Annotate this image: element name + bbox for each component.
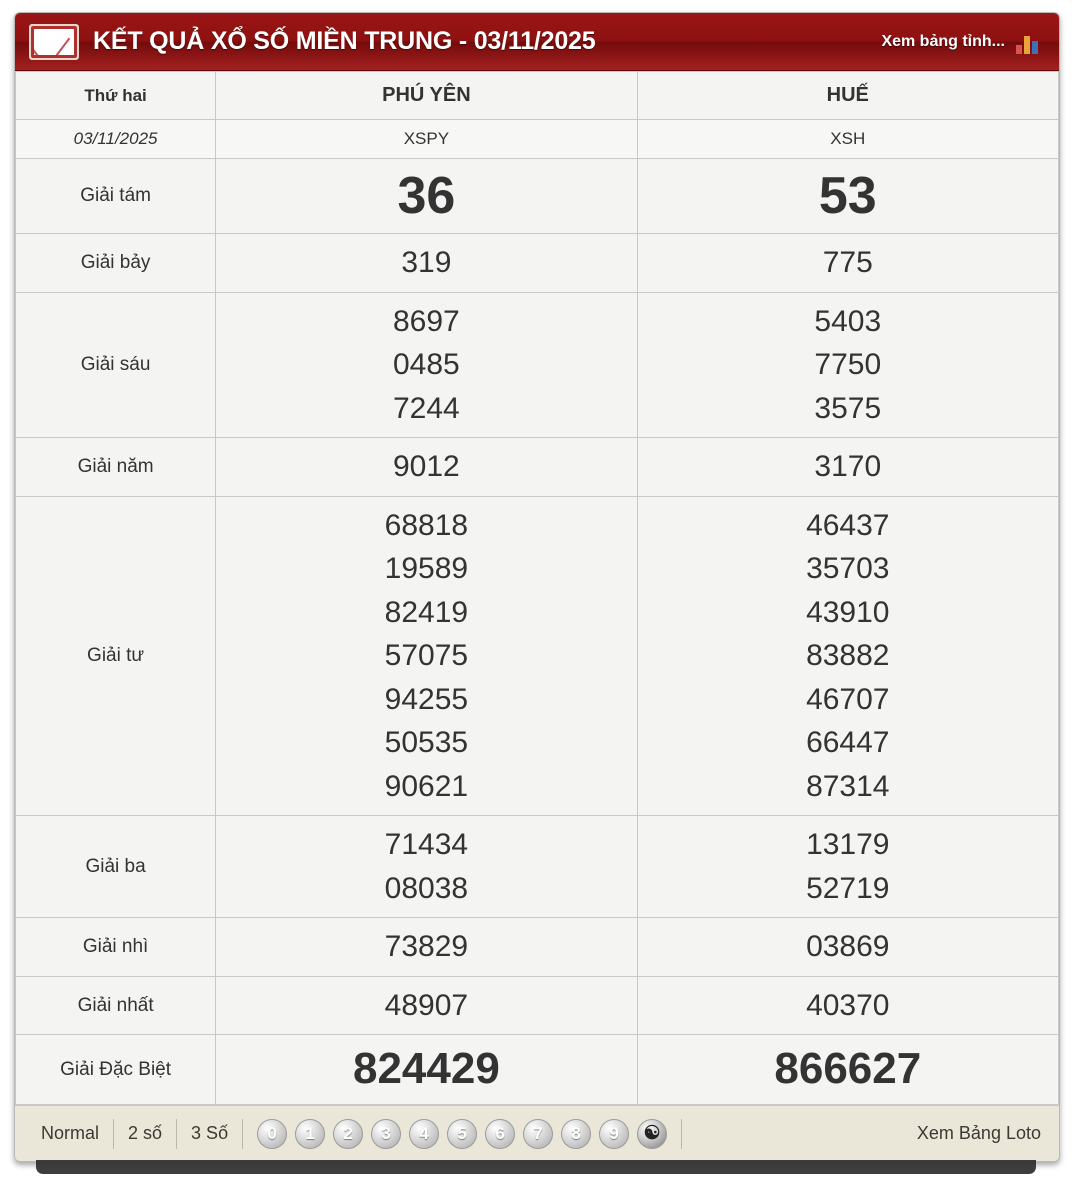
prize-value-7-1: 40370: [637, 976, 1058, 1035]
prize-value-7-0: 48907: [216, 976, 637, 1035]
prize-value-0-1: 53: [637, 159, 1058, 234]
view-loto-table-button[interactable]: Xem Bảng Loto: [916, 1123, 1041, 1144]
prize-value-8-1: 866627: [637, 1035, 1058, 1105]
prize-value-6-0: 73829: [216, 918, 637, 977]
digit-ball-8[interactable]: 8: [561, 1119, 591, 1149]
prize-value-8-0: 824429: [216, 1035, 637, 1105]
mode-3-digit-button[interactable]: 3 Số: [191, 1123, 229, 1144]
digit-ball-4[interactable]: 4: [409, 1119, 439, 1149]
province-name-0[interactable]: PHÚ YÊN: [216, 72, 637, 120]
prize-value-3-0: 9012: [216, 438, 637, 497]
prize-label-2: Giải sáu: [16, 292, 216, 438]
prize-value-1-1: 775: [637, 234, 1058, 293]
prize-label-1: Giải bảy: [16, 234, 216, 293]
prize-value-4-0: 68818 19589 82419 57075 94255 50535 90621: [216, 496, 637, 816]
table-row: [16, 1035, 1059, 1105]
prize-label-3: Giải năm: [16, 438, 216, 497]
prize-value-6-1: 03869: [637, 918, 1058, 977]
draw-date: 03/11/2025: [16, 120, 216, 159]
table-row: [16, 816, 1059, 918]
digit-ball-2[interactable]: 2: [333, 1119, 363, 1149]
prize-value-1-0: 319: [216, 234, 637, 293]
prize-value-5-1: 13179 52719: [637, 816, 1058, 918]
table-row: [16, 918, 1059, 977]
prize-label-5: Giải ba: [16, 816, 216, 918]
prize-label-6: Giải nhì: [16, 918, 216, 977]
header-right-group: [881, 30, 1049, 54]
prize-label-8: Giải Đặc Biệt: [16, 1035, 216, 1105]
digit-ball-1[interactable]: 1: [295, 1119, 325, 1149]
province-name-1[interactable]: HUẾ: [637, 72, 1058, 120]
digit-ball-6[interactable]: 6: [485, 1119, 515, 1149]
prize-value-5-0: 71434 08038: [216, 816, 637, 918]
divider: [681, 1119, 682, 1149]
day-label: Thứ hai: [16, 72, 216, 120]
table-header-row: [16, 72, 1059, 120]
page-title: KẾT QUẢ XỔ SỐ MIỀN TRUNG - 03/11/2025: [93, 27, 596, 55]
yin-yang-icon[interactable]: ☯: [637, 1119, 667, 1149]
table-row: [16, 976, 1059, 1035]
digit-ball-5[interactable]: 5: [447, 1119, 477, 1149]
prize-label-0: Giải tám: [16, 159, 216, 234]
province-code-0: XSPY: [216, 120, 637, 159]
table-row: [16, 159, 1059, 234]
table-subheader-row: [16, 120, 1059, 159]
digit-ball-9[interactable]: 9: [599, 1119, 629, 1149]
prize-value-3-1: 3170: [637, 438, 1058, 497]
digit-ball-7[interactable]: 7: [523, 1119, 553, 1149]
mode-normal-button[interactable]: Normal: [41, 1123, 100, 1144]
mail-icon: [29, 24, 79, 60]
table-row: [16, 496, 1059, 816]
prize-value-4-1: 46437 35703 43910 83882 46707 66447 87314: [637, 496, 1058, 816]
bar-chart-icon[interactable]: [1015, 30, 1041, 54]
lottery-result-widget: [14, 12, 1060, 1162]
view-province-table-link[interactable]: Xem bảng tỉnh...: [881, 32, 1005, 50]
widget-base-shadow: [36, 1160, 1036, 1174]
widget-footer: [15, 1105, 1059, 1161]
prize-value-0-0: 36: [216, 159, 637, 234]
prize-value-2-0: 8697 0485 7244: [216, 292, 637, 438]
table-row: [16, 234, 1059, 293]
widget-header: [15, 13, 1059, 71]
table-row: [16, 438, 1059, 497]
digit-filter-group: [243, 1119, 681, 1149]
digit-ball-0[interactable]: 0: [257, 1119, 287, 1149]
prize-value-2-1: 5403 7750 3575: [637, 292, 1058, 438]
table-row: [16, 292, 1059, 438]
digit-ball-3[interactable]: 3: [371, 1119, 401, 1149]
province-code-1: XSH: [637, 120, 1058, 159]
mode-2-digit-button[interactable]: 2 số: [128, 1123, 163, 1144]
prize-label-7: Giải nhất: [16, 976, 216, 1035]
prize-label-4: Giải tư: [16, 496, 216, 816]
results-table: [15, 71, 1059, 1105]
